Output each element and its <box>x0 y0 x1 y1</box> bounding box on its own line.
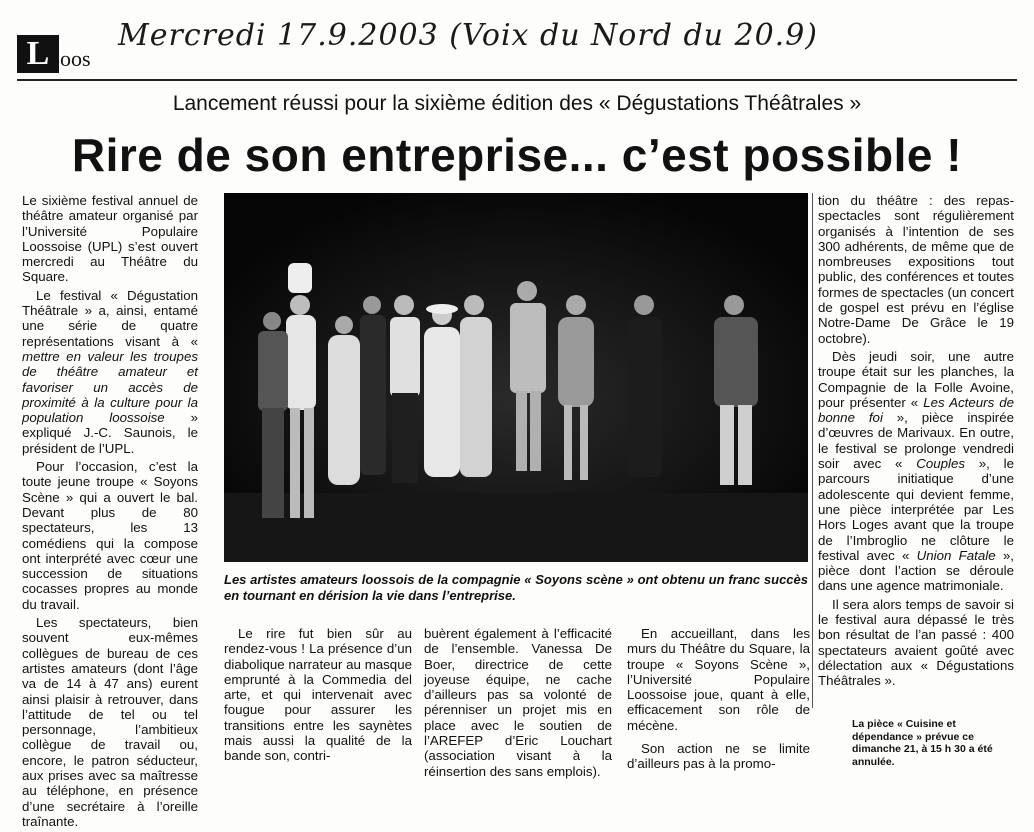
paragraph: En accueillant, dans les murs du Théâtre du Square, la troupe « Soyons Scène », l’Université Populaire Loossoise joue, quant à elle, efficacement son rôle de mécène. <box>627 626 810 733</box>
article-subheadline: Lancement réussi pour la sixième édition des « Dégustations Théâtrales » <box>172 92 862 115</box>
paragraph: Pour l’occasion, c’est la toute jeune troupe « Soyons Scène » qui a ouvert le bal. Devant plus de 80 spectateurs, les 13 comédiens qui la compose ont interprété avec cœur une succession de situations cocasses propres au monde du travail. <box>22 459 198 612</box>
paragraph: tion du théâtre : des repas-spectacles sont régulièrement organisés à l’intention de ses 300 adhérents, de même que de nombreuses expositions tout public, des conférences et toutes formes de spectacles (un concert de gospel est prévu en l’église Notre-Dame De Grâce le 19 octobre). <box>818 193 1014 346</box>
paragraph: buèrent également à l’efficacité de l’ensemble. Vanessa De Boer, directrice de cette joyeuse équipe, ne cache d’ailleurs pas sa volonté de pérenniser un projet mis en place avec le soutien de l’AREFEP d’Eric Louchart (association visant à la réinsertion des sans emplois). <box>424 626 612 779</box>
paragraph: Il sera alors temps de savoir si le festival aura dépassé le très bon résultat de l’an passé : 400 spectateurs avaient goûté avec délectation aux « Dégustations Théâtrales ». <box>818 596 1014 689</box>
paragraph: Le sixième festival annuel de théâtre amateur organisé par l’Université Populaire Loossoise (UPL) s’est ouvert mercredi au Théâtre du Square. <box>22 193 198 285</box>
cancellation-note: La pièce « Cuisine et dépendance » prévue ce dimanche 21, à 15 h 30 a été annulée. <box>852 718 993 768</box>
photo-caption: Les artistes amateurs loossois de la compagnie « Soyons scène » ont obtenu un franc succès en tournant en dérision la vie dans l’entreprise. <box>224 572 808 603</box>
article-headline: Rire de son entreprise... c’est possible ! <box>71 129 963 181</box>
column-rule <box>812 193 813 708</box>
article-column-3b <box>627 626 810 775</box>
paragraph: Dès jeudi soir, une autre troupe était sur les planches, la Compagnie de la Folle Avoine, pour présenter « Les Acteurs de bonne foi », pièce inspirée d’œuvres de Marivaux. En outre, le festival se prolonge vendredi soir avec « Couples », le parcours initiatique d’une adolescente qui devient femme, une pièce interprétée par Les Hors Loges avant que la troupe de l’Imbroglio ne clôture le festival avec « Union Fatale », pièce dont l’action se déroule dans une agence matrimoniale. <box>818 348 1015 594</box>
header-rule <box>17 79 1017 81</box>
paragraph: Son action ne se limite d’ailleurs pas à la promo- <box>627 741 810 772</box>
town-initial-badge: L <box>17 35 59 73</box>
paragraph: Le rire fut bien sûr au rendez-vous ! La présence d’un diabolique narrateur au masque emprunté à la Commedia del arte, et qui intervenait avec fougue pour assurer les transitions entre les saynètes mais aussi la qualité de la bande son, contri- <box>224 626 412 764</box>
article-column-2 <box>224 626 412 767</box>
article-column-1 <box>22 193 198 832</box>
paragraph: Le festival « Dégustation Théâtrale » a, ainsi, entamé une série de quatre représentations visant à « mettre en valeur les troupes de théâtre amateur et favoriser un accès de proximité à la culture pour la population loossoise » expliqué J.-C. Saunois, le président de l’UPL. <box>22 287 198 456</box>
article-column-4 <box>818 193 1014 692</box>
handwritten-date-note: Mercredi 17.9.2003 (Voix du Nord du 20.9) <box>118 18 819 53</box>
paragraph: Les spectateurs, bien souvent eux-mêmes collègues de bureau de ces artistes amateurs (dont l’âge va de 14 à 47 ans) eurent ainsi plaisir à retrouver, dans l’attitude de tel ou tel personnage, l’ambitieux collègue de travail ou, encore, le patron séducteur, aux prises avec sa maîtresse au téléphone, en présence d’une secrétaire à l’oreille traînante. <box>22 615 198 829</box>
article-column-3 <box>424 626 612 782</box>
town-name-rest: oos <box>60 46 91 71</box>
stage-photo <box>224 193 808 562</box>
